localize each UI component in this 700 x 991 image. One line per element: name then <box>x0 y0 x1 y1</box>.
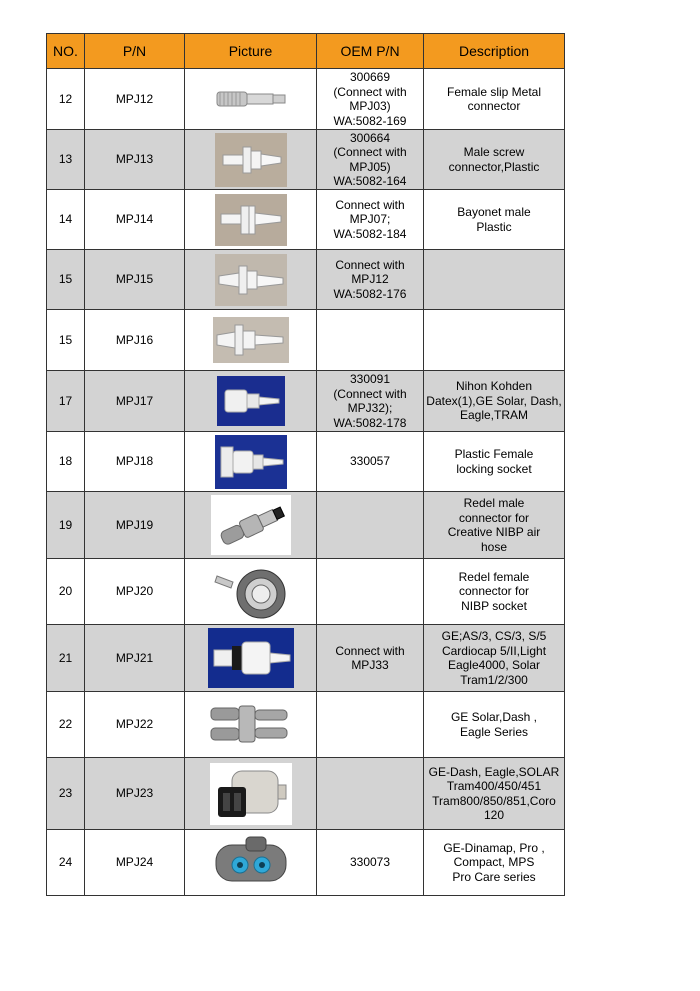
cell-description: GE-Dash, Eagle,SOLAR Tram400/450/451 Tram800/850/851,Coro 120 <box>424 758 565 830</box>
cell-description: Redel male connector for Creative NIBP air hose <box>424 492 565 559</box>
cell-picture <box>185 692 317 758</box>
cell-pn: MPJ12 <box>85 69 185 130</box>
cell-oem <box>317 692 424 758</box>
cell-pn: MPJ16 <box>85 310 185 371</box>
cell-no: 19 <box>47 492 85 559</box>
header-picture: Picture <box>185 34 317 69</box>
cell-no: 24 <box>47 830 85 896</box>
table-row <box>47 371 565 432</box>
cell-no: 15 <box>47 250 85 310</box>
cell-oem <box>317 492 424 559</box>
cell-no: 23 <box>47 758 85 830</box>
cell-picture <box>185 830 317 896</box>
cell-pn: MPJ21 <box>85 625 185 692</box>
cell-picture <box>185 310 317 371</box>
cell-description: Plastic Female locking socket <box>424 432 565 492</box>
header-no: NO. <box>47 34 85 69</box>
cell-picture <box>185 432 317 492</box>
table-row <box>47 190 565 250</box>
cell-oem: 330057 <box>317 432 424 492</box>
dual-port-connector-image <box>210 763 292 825</box>
dual-clip-connector-image <box>206 833 296 893</box>
cell-oem: 330091 (Connect with MPJ32); WA:5082-178 <box>317 371 424 432</box>
barbed-connector-image <box>213 317 289 363</box>
cell-picture <box>185 559 317 625</box>
table-row <box>47 758 565 830</box>
table-row <box>47 625 565 692</box>
header-row <box>47 34 565 69</box>
cell-no: 13 <box>47 130 85 190</box>
cell-pn: MPJ23 <box>85 758 185 830</box>
cell-no: 12 <box>47 69 85 130</box>
cell-description <box>424 310 565 371</box>
cell-pn: MPJ20 <box>85 559 185 625</box>
cell-pn: MPJ18 <box>85 432 185 492</box>
cell-picture <box>185 130 317 190</box>
cell-no: 20 <box>47 559 85 625</box>
cell-description <box>424 250 565 310</box>
cell-picture <box>185 250 317 310</box>
cell-no: 15 <box>47 310 85 371</box>
header-description: Description <box>424 34 565 69</box>
barbed-connector-image <box>215 254 287 306</box>
cell-description: Female slip Metal connector <box>424 69 565 130</box>
cell-picture <box>185 69 317 130</box>
cell-oem: Connect with MPJ07; WA:5082-184 <box>317 190 424 250</box>
male-screw-connector-image <box>215 133 287 187</box>
cell-no: 18 <box>47 432 85 492</box>
cell-pn: MPJ17 <box>85 371 185 432</box>
cell-picture <box>185 758 317 830</box>
cell-description: Male screw connector,Plastic <box>424 130 565 190</box>
table-row <box>47 69 565 130</box>
table-row <box>47 250 565 310</box>
quick-coupler-image <box>217 376 285 426</box>
cell-no: 22 <box>47 692 85 758</box>
cell-oem <box>317 310 424 371</box>
cell-picture <box>185 625 317 692</box>
bayonet-connector-image <box>215 194 287 246</box>
table-row <box>47 492 565 559</box>
cell-no: 21 <box>47 625 85 692</box>
cell-oem: Connect with MPJ12 WA:5082-176 <box>317 250 424 310</box>
cell-picture <box>185 371 317 432</box>
header-pn: P/N <box>85 34 185 69</box>
table-row <box>47 830 565 896</box>
cell-description: GE;AS/3, CS/3, S/5 Cardiocap 5/II,Light Eagle4000, Solar Tram1/2/300 <box>424 625 565 692</box>
table-row <box>47 559 565 625</box>
table-row <box>47 692 565 758</box>
table-row <box>47 310 565 371</box>
table-row <box>47 130 565 190</box>
cell-description: GE-Dinamap, Pro , Compact, MPS Pro Care series <box>424 830 565 896</box>
cell-description: GE Solar,Dash , Eagle Series <box>424 692 565 758</box>
cell-pn: MPJ14 <box>85 190 185 250</box>
grey-dual-connector-image <box>205 700 297 750</box>
cell-description: Bayonet male Plastic <box>424 190 565 250</box>
cell-picture <box>185 492 317 559</box>
cell-no: 14 <box>47 190 85 250</box>
cell-pn: MPJ19 <box>85 492 185 559</box>
cell-no: 17 <box>47 371 85 432</box>
cell-pn: MPJ24 <box>85 830 185 896</box>
redel-male-connector-image <box>211 495 291 555</box>
cell-picture <box>185 190 317 250</box>
cell-pn: MPJ13 <box>85 130 185 190</box>
cell-pn: MPJ15 <box>85 250 185 310</box>
cell-oem: 330073 <box>317 830 424 896</box>
cell-description: Nihon Kohden Datex(1),GE Solar, Dash, Eagle,TRAM <box>424 371 565 432</box>
cell-description: Redel female connector for NIBP socket <box>424 559 565 625</box>
header-oem: OEM P/N <box>317 34 424 69</box>
cell-oem: 300664 (Connect with MPJ05) WA:5082-164 <box>317 130 424 190</box>
cell-pn: MPJ22 <box>85 692 185 758</box>
cell-oem <box>317 559 424 625</box>
product-table <box>46 33 565 896</box>
table-row <box>47 432 565 492</box>
white-coupler-image <box>208 628 294 688</box>
metal-connector-image <box>211 82 291 116</box>
cell-oem <box>317 758 424 830</box>
cell-oem: Connect with MPJ33 <box>317 625 424 692</box>
redel-female-socket-image <box>211 562 291 622</box>
locking-socket-image <box>215 435 287 489</box>
cell-oem: 300669 (Connect with MPJ03) WA:5082-169 <box>317 69 424 130</box>
